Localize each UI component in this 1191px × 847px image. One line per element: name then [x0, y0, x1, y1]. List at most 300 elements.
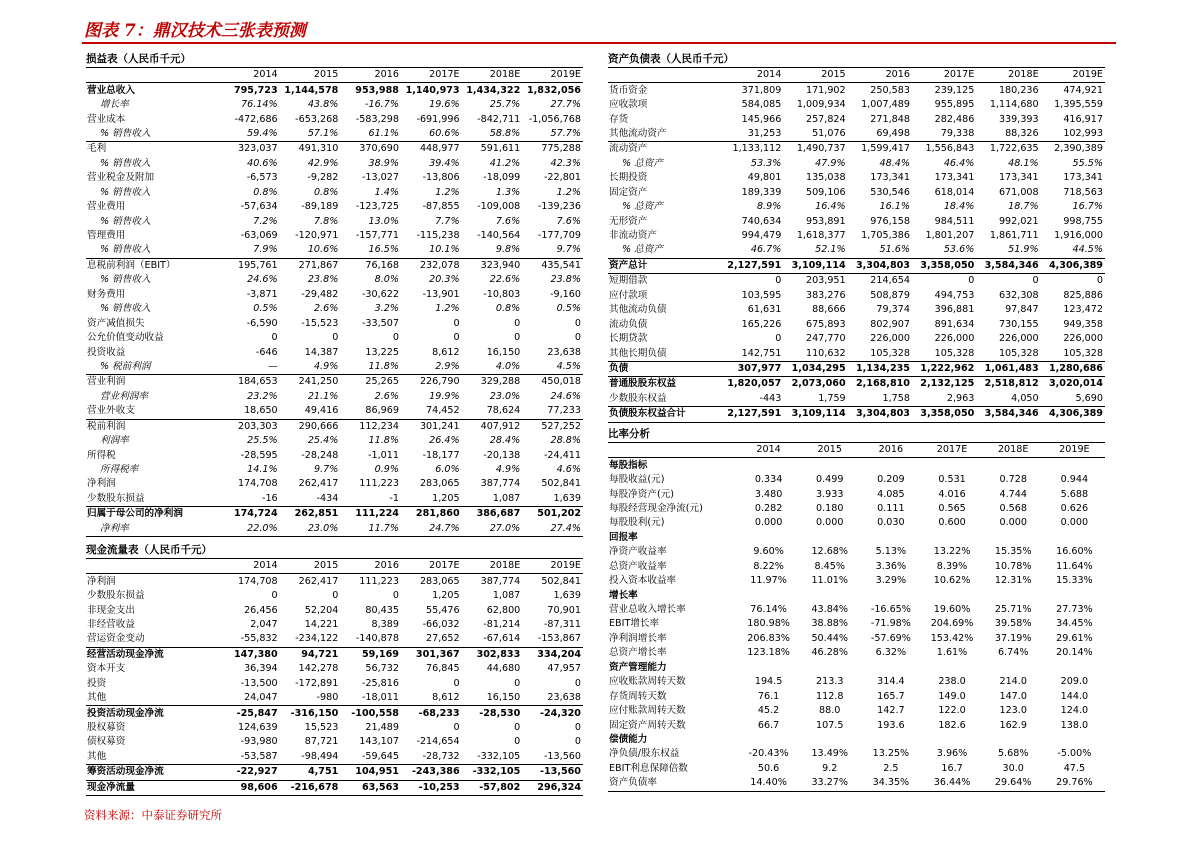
header-blank-cell [86, 559, 219, 574]
value-cell: 57.7% [550, 127, 581, 139]
value-cell [1044, 661, 1105, 675]
value-cell: 27.73% [1056, 604, 1093, 616]
value-cell: 76.1 [757, 690, 780, 702]
year-header-cell: 2018E [983, 443, 1044, 458]
value-cell: 241,250 [280, 375, 341, 390]
value-cell: 1.61% [936, 647, 968, 659]
row-label: % 总资产 [622, 157, 663, 169]
row-label: % 销售收入 [100, 127, 151, 139]
value-cell: 145,966 [741, 113, 782, 125]
value-cell: 5.688 [1060, 488, 1089, 500]
value-cell: 23.2% [247, 390, 278, 402]
row-label: 净利率 [86, 522, 219, 537]
value-cell: 282,486 [934, 113, 975, 125]
value-cell: 21.1% [307, 390, 339, 402]
value-cell: 1,705,386 [861, 230, 910, 242]
value-cell: 48.1% [1008, 157, 1039, 169]
value-cell: -28,595 [240, 449, 278, 461]
title-divider [82, 42, 1116, 44]
value-cell: -9,282 [307, 172, 339, 184]
value-cell: 1.2% [435, 186, 460, 198]
year-header-cell: 2014 [219, 68, 280, 83]
row-label: 营业总收入增长率 [609, 604, 686, 616]
value-cell: 42.3% [550, 157, 581, 169]
value-cell: 48.4% [879, 157, 910, 169]
value-cell: 14.1% [247, 464, 278, 476]
value-cell: 0.030 [877, 517, 905, 529]
table-row [608, 603, 1105, 617]
value-cell: -20,138 [483, 449, 521, 461]
value-cell: 88,666 [812, 304, 846, 316]
row-label: 每股指标 [609, 459, 648, 471]
value-cell: -18,099 [483, 172, 521, 184]
value-cell: -81,214 [483, 618, 521, 630]
value-cell: 12.68% [811, 546, 849, 558]
value-cell: -63,069 [240, 230, 278, 242]
row-label: % 销售收入 [100, 303, 151, 315]
row-label: 非经营收益 [87, 618, 135, 630]
value-cell: 501,202 [522, 507, 583, 522]
value-cell: 25.5% [247, 435, 278, 447]
value-cell: 16,150 [486, 346, 521, 358]
year-header-cell: 2018E [462, 68, 523, 83]
value-cell [1044, 588, 1105, 602]
value-cell: 209.0 [1060, 676, 1089, 688]
row-label: 营运资金变动 [87, 633, 145, 645]
value-cell: 10.78% [994, 560, 1032, 572]
value-cell: 13.0% [368, 215, 399, 227]
value-cell: 122.0 [938, 705, 966, 717]
value-cell: 110,632 [805, 347, 846, 359]
value-cell: 29.61% [1056, 632, 1093, 644]
value-cell: 8.22% [753, 560, 784, 572]
year-header-cell: 2014 [719, 68, 783, 83]
value-cell: -87,855 [422, 201, 460, 213]
value-cell: 27,652 [426, 633, 460, 645]
value-cell: -583,298 [355, 113, 399, 125]
value-cell: 239,125 [934, 84, 975, 96]
table-row [608, 545, 1105, 559]
value-cell: 1,599,417 [848, 142, 912, 157]
header-blank-cell [608, 443, 738, 458]
value-cell: 10.6% [307, 244, 339, 256]
value-cell: -16 [261, 492, 278, 504]
table-row [608, 617, 1105, 631]
value-cell: 262,417 [298, 478, 339, 490]
value-cell: 37.19% [994, 632, 1032, 644]
table-row [86, 463, 583, 477]
value-cell: 271,848 [870, 113, 910, 125]
table-row [608, 83, 1105, 98]
table-row [86, 507, 583, 522]
value-cell: 153.42% [930, 632, 974, 644]
value-cell: 7.9% [253, 244, 278, 256]
value-cell: 19.60% [933, 604, 971, 616]
value-cell: 226,000 [1063, 333, 1103, 345]
value-cell: 795,723 [233, 84, 278, 96]
value-cell [799, 588, 860, 602]
value-cell: 87,721 [304, 736, 339, 748]
value-cell: 4.5% [556, 360, 581, 372]
value-cell: 8.39% [936, 560, 968, 572]
value-cell [738, 733, 799, 747]
value-cell: 124.0 [1060, 705, 1089, 717]
header-blank-cell [86, 68, 219, 83]
value-cell: 16.1% [879, 201, 910, 213]
row-label: 应付账款周转天数 [609, 705, 686, 717]
income-statement-panel [86, 52, 583, 537]
value-cell: 105,328 [998, 347, 1039, 359]
value-cell: 34.45% [1056, 618, 1093, 630]
year-header-cell: 2014 [738, 443, 799, 458]
value-cell: 11.01% [811, 575, 849, 587]
row-label: 其他 [87, 750, 107, 762]
row-label: 净利润 [87, 575, 116, 587]
value-cell: -120,971 [295, 230, 339, 242]
row-label: 其他 [87, 692, 107, 704]
value-cell: 98,606 [219, 780, 280, 795]
value-cell [1044, 531, 1105, 545]
value-cell: 56,732 [365, 663, 399, 675]
balance-sheet-panel [608, 52, 1105, 423]
value-cell: -243,386 [401, 765, 462, 780]
value-cell: 0.531 [938, 474, 966, 486]
value-cell: 1.3% [495, 186, 521, 198]
value-cell: 184,653 [219, 375, 280, 390]
row-label: 固定资产 [609, 186, 648, 198]
value-cell: 1,490,737 [783, 142, 847, 157]
value-cell: 53.3% [750, 157, 782, 169]
row-label: 非流动资产 [609, 230, 657, 242]
value-cell: -140,878 [355, 633, 399, 645]
value-cell: 21,489 [365, 722, 399, 734]
row-label: 财务费用 [87, 288, 126, 300]
value-cell: -646 [255, 346, 278, 358]
value-cell: -57,802 [462, 780, 523, 795]
value-cell: 1,140,973 [405, 84, 460, 96]
value-cell: 62,800 [486, 604, 521, 616]
value-cell: 105,328 [934, 347, 975, 359]
table-row [86, 589, 583, 603]
value-cell: 7.6% [495, 215, 521, 227]
table-row [86, 83, 583, 98]
row-label: 存货周转天数 [609, 690, 667, 702]
value-cell: 2,127,591 [719, 258, 783, 273]
value-cell: 30.0 [1002, 762, 1024, 774]
value-cell: 2,047 [250, 618, 278, 630]
value-cell: 26,456 [244, 604, 278, 616]
balance-sheet-title: 资产负债表（人民币千元） [608, 52, 1105, 68]
row-label: 其他流动负债 [609, 304, 667, 316]
value-cell: 60.6% [429, 127, 460, 139]
row-label: 少数股东损益 [87, 590, 145, 602]
row-label: 短期借款 [609, 275, 648, 287]
table-row [86, 691, 583, 706]
income-statement-table [86, 68, 583, 537]
value-cell: 2,073,060 [783, 377, 847, 392]
value-cell: 387,774 [480, 478, 521, 490]
value-cell: 8,389 [371, 618, 399, 630]
value-cell: 0 [453, 317, 460, 329]
value-cell: 0 [514, 332, 521, 344]
table-row [608, 303, 1105, 317]
table-row [86, 171, 583, 185]
value-cell: 1,133,112 [719, 142, 783, 157]
value-cell: 180,236 [998, 84, 1039, 96]
value-cell: 25.4% [307, 435, 339, 447]
value-cell: 8.9% [756, 201, 782, 213]
row-label: 回报率 [609, 531, 638, 543]
year-header-cell: 2019E [1044, 443, 1105, 458]
value-cell: 1,144,578 [284, 84, 339, 96]
value-cell: 39.4% [429, 157, 460, 169]
value-cell: -109,008 [477, 201, 521, 213]
value-cell: 44.5% [1072, 244, 1103, 256]
row-label: 股权募资 [87, 722, 126, 734]
value-cell: -24,411 [543, 449, 581, 461]
value-cell: 15,523 [304, 722, 339, 734]
year-header-cell: 2019E [522, 68, 583, 83]
cashflow-statement-title: 现金流量表（人民币千元） [86, 543, 583, 559]
value-cell: 107.5 [816, 719, 844, 731]
row-label: 固定资产周转天数 [609, 719, 686, 731]
value-cell: 66.7 [757, 719, 780, 731]
value-cell: 59,169 [340, 647, 401, 662]
year-header-cell: 2014 [219, 559, 280, 574]
value-cell: 182.6 [938, 719, 966, 731]
value-cell [921, 458, 982, 473]
table-row [86, 492, 583, 507]
row-label: 增长率 [100, 99, 129, 111]
value-cell [860, 531, 921, 545]
row-label: % 销售收入 [100, 186, 151, 198]
value-cell: 76.14% [750, 604, 787, 616]
value-cell: 0.282 [754, 502, 783, 514]
value-cell: 0.111 [877, 502, 905, 514]
value-cell: 51,076 [812, 127, 846, 139]
value-cell: 448,977 [401, 142, 462, 157]
value-cell: 33.27% [799, 776, 860, 791]
value-cell [921, 733, 982, 747]
value-cell: 257,824 [805, 113, 846, 125]
value-cell: 1,832,056 [526, 84, 581, 96]
value-cell: 0 [1096, 275, 1103, 287]
row-label: 利润率 [100, 435, 129, 447]
table-row [86, 750, 583, 765]
value-cell: 14,221 [304, 618, 339, 630]
value-cell: 1,759 [818, 392, 846, 404]
value-cell: 16.60% [1056, 546, 1093, 558]
row-label: 非现金支出 [87, 604, 135, 616]
ratio-analysis-panel [608, 427, 1105, 792]
value-cell: 203,951 [805, 275, 846, 287]
value-cell: 88,326 [1005, 127, 1039, 139]
value-cell: 3,304,803 [848, 407, 912, 422]
value-cell: 435,541 [522, 258, 583, 273]
value-cell [983, 458, 1044, 473]
value-cell: 105,328 [1063, 347, 1103, 359]
year-header-row [608, 443, 1105, 458]
value-cell: -29,482 [301, 288, 339, 300]
table-row [86, 419, 583, 434]
value-cell: 203,303 [219, 419, 280, 434]
table-row [86, 331, 583, 345]
value-cell: 976,158 [870, 215, 910, 227]
value-cell: 193.6 [877, 719, 905, 731]
table-row [608, 747, 1105, 761]
value-cell: -980 [316, 692, 339, 704]
value-cell: 23,638 [547, 346, 581, 358]
value-cell: 307,977 [719, 361, 783, 376]
value-cell: -22,927 [219, 765, 280, 780]
value-cell: 323,037 [219, 142, 280, 157]
value-cell: 283,065 [419, 575, 460, 587]
value-cell: 97,847 [1005, 304, 1039, 316]
value-cell: 290,666 [280, 419, 341, 434]
table-row [608, 186, 1105, 200]
year-header-row [86, 68, 583, 83]
value-cell: -5.00% [1057, 748, 1092, 760]
value-cell: 46.28% [811, 647, 849, 659]
value-cell: 165,226 [741, 318, 782, 330]
table-row [608, 646, 1105, 660]
value-cell: 18.4% [943, 201, 975, 213]
value-cell: -157,771 [355, 230, 399, 242]
value-cell [983, 661, 1044, 675]
table-row [86, 677, 583, 691]
row-label: % 销售收入 [100, 244, 151, 256]
value-cell: 11.64% [1056, 560, 1093, 572]
value-cell: 55,476 [426, 604, 460, 616]
year-header-cell: 2016 [340, 68, 401, 83]
table-row [86, 112, 583, 126]
value-cell: 50.6 [757, 762, 780, 774]
row-label: 营业费用 [87, 201, 126, 213]
row-label: 现金净流量 [86, 780, 219, 795]
value-cell: 24.6% [247, 274, 278, 286]
value-cell: 0.568 [999, 502, 1027, 514]
value-cell: 13.22% [933, 546, 971, 558]
cashflow-statement-panel [86, 543, 583, 796]
value-cell: -653,268 [295, 113, 339, 125]
value-cell [738, 661, 799, 675]
row-label: 营业成本 [87, 113, 126, 125]
value-cell: 953,988 [355, 84, 399, 96]
value-cell: 173,341 [934, 172, 975, 184]
table-row [86, 390, 583, 404]
value-cell: 0 [514, 317, 521, 329]
value-cell: 112,234 [340, 419, 401, 434]
value-cell: 491,310 [280, 142, 341, 157]
value-cell: 7.6% [556, 215, 581, 227]
value-cell: 8,612 [432, 692, 460, 704]
value-cell: -98,494 [301, 750, 339, 762]
value-cell: 530,546 [870, 186, 910, 198]
cashflow-statement-table [86, 559, 583, 796]
table-row [86, 200, 583, 214]
row-label: 税前利润 [86, 419, 219, 434]
value-cell: 16,150 [486, 692, 521, 704]
year-header-cell: 2016 [860, 443, 921, 458]
value-cell: -18,011 [361, 692, 399, 704]
table-row [608, 289, 1105, 303]
value-cell: 502,841 [541, 575, 581, 587]
value-cell: 162.9 [999, 719, 1027, 731]
table-row [86, 448, 583, 462]
value-cell [860, 661, 921, 675]
value-cell: 76,845 [426, 663, 460, 675]
table-row [86, 522, 583, 537]
value-cell: 4,751 [280, 765, 341, 780]
value-cell: 232,078 [401, 258, 462, 273]
value-cell: 296,324 [522, 780, 583, 795]
value-cell [738, 458, 799, 473]
value-cell: 51.6% [879, 244, 910, 256]
value-cell: 13,225 [365, 346, 399, 358]
value-cell: 45.2 [757, 705, 780, 717]
table-row [86, 258, 583, 273]
value-cell: -140,564 [477, 230, 521, 242]
value-cell: 0.209 [877, 474, 905, 486]
value-cell [799, 458, 860, 473]
row-label: 普通股股东权益 [608, 377, 719, 392]
value-cell: 2,127,591 [719, 407, 783, 422]
value-cell: 36.44% [921, 776, 982, 791]
value-cell: 3,304,803 [848, 258, 912, 273]
value-cell: 49,801 [747, 172, 782, 184]
value-cell [983, 588, 1044, 602]
value-cell: 9.60% [753, 546, 784, 558]
table-row [86, 735, 583, 749]
value-cell: 22.6% [489, 274, 521, 286]
year-header-cell: 2018E [976, 68, 1040, 83]
row-label: 净利润 [87, 478, 116, 490]
value-cell: 61.1% [368, 127, 399, 139]
value-cell: 226,000 [998, 333, 1039, 345]
value-cell: 775,288 [522, 142, 583, 157]
value-cell: -25,816 [361, 677, 399, 689]
table-row [86, 302, 583, 316]
table-row [608, 776, 1105, 791]
value-cell: 1,722,635 [976, 142, 1040, 157]
value-cell: 26.4% [429, 435, 460, 447]
value-cell: 16.7 [941, 762, 963, 774]
value-cell: 0.000 [1060, 517, 1089, 529]
value-cell: 281,860 [401, 507, 462, 522]
value-cell: 0 [271, 332, 278, 344]
value-cell: 329,288 [462, 375, 523, 390]
value-cell: 301,241 [401, 419, 462, 434]
row-label: 增长率 [609, 589, 638, 601]
value-cell: 1,205 [432, 590, 460, 602]
value-cell [860, 588, 921, 602]
value-cell: 25.7% [489, 99, 521, 111]
value-cell: -316,150 [280, 706, 341, 721]
row-label: 营业税金及附加 [87, 172, 155, 184]
value-cell: 2,168,810 [848, 377, 912, 392]
value-cell: 29.76% [1044, 776, 1105, 791]
value-cell: 0 [392, 332, 399, 344]
table-row [608, 762, 1105, 776]
value-cell: 5,690 [1075, 392, 1103, 404]
value-cell: -3,871 [246, 288, 278, 300]
value-cell: 8,612 [432, 346, 460, 358]
value-cell: 0 [392, 590, 399, 602]
value-cell: 24,047 [244, 692, 278, 704]
value-cell: 174,708 [237, 478, 278, 490]
row-label: 资产管理能力 [609, 661, 667, 673]
row-label: 总资产收益率 [609, 560, 667, 572]
